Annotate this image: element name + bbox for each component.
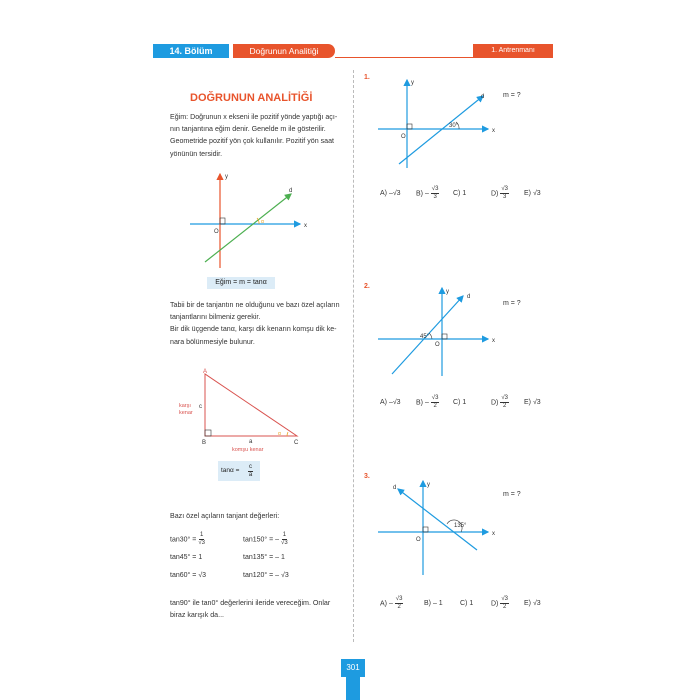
angle-30: 30° <box>449 123 459 129</box>
page-strip <box>346 677 360 700</box>
special-row <box>170 532 205 547</box>
tan-formula-box <box>218 461 260 481</box>
choice-c[interactable]: C) 1 <box>453 399 467 406</box>
special-title: Bazı özel açıların tanjant değerleri: <box>170 512 280 520</box>
opposite-label-2: kenar <box>179 410 193 416</box>
intro-line: Geometride pozitif yön çok kullanılır. Pozitif yön saat <box>170 137 335 146</box>
question-number: 1. <box>364 74 370 81</box>
tan150-frac: $\frac{1}{√3}$ <box>281 532 288 546</box>
tan135-label: tan135° = – 1 <box>243 554 285 561</box>
fig1-d-label: d <box>289 188 293 194</box>
question-ask: m = ? <box>503 300 521 307</box>
svg-text:y: y <box>446 289 449 295</box>
fig1-x-label: x <box>304 223 307 229</box>
choice-c[interactable]: C) 1 <box>460 600 474 607</box>
side-a: a <box>249 439 253 445</box>
intro-line: Eğim: Doğrunun x ekseni ile pozitif yönde yaptığı açı- <box>170 113 338 121</box>
page-number: 301 <box>341 659 365 677</box>
special-row <box>170 572 206 579</box>
choice-d[interactable]: D) $\frac{√3}{2}$ <box>491 395 508 409</box>
angle-45: 45° <box>420 334 430 340</box>
angle-135: 135° <box>454 523 467 529</box>
chapter-title: Doğrunun Analitiği <box>233 44 335 58</box>
choice-b[interactable]: B) – 1 <box>424 600 443 607</box>
svg-text:x: x <box>492 338 495 344</box>
question-ask: m = ? <box>503 491 521 498</box>
tan45-value: 1 <box>198 554 203 561</box>
chapter-badge: 14. Bölüm <box>153 44 229 58</box>
para-line: Tabii bir de tanjantın ne olduğunu ve bazı özel açıların <box>170 301 340 309</box>
tan30-label: tan30° = <box>170 536 197 544</box>
tan-den: a <box>248 472 253 478</box>
right-triangle-figure <box>175 366 315 456</box>
svg-text:y: y <box>427 482 430 488</box>
tan60-value: √3 <box>198 572 207 579</box>
adjacent-label: komşu kenar <box>232 447 264 453</box>
choice-a[interactable]: A) –√3 <box>380 399 401 406</box>
question-ask: m = ? <box>503 92 521 99</box>
question-number: 3. <box>364 473 370 480</box>
svg-text:O: O <box>435 342 440 348</box>
choice-b[interactable]: B) – $\frac{√3}{3}$ <box>416 186 439 200</box>
para-line: Bir dik üçgende tanα, karşı dik kenarın komşu dik ke- <box>170 325 337 334</box>
svg-text:d: d <box>467 294 471 300</box>
vertex-a: A <box>203 369 208 375</box>
choice-a[interactable]: A) – $\frac{√3}{2}$ <box>380 596 403 610</box>
svg-text:d: d <box>481 94 485 100</box>
tan45-label: tan45° = <box>170 554 197 561</box>
svg-text:O: O <box>401 134 406 140</box>
section-label: 1. Antrenmanı <box>473 44 553 58</box>
fig1-y-label: y <box>225 174 228 180</box>
fig1-origin: O <box>214 229 219 235</box>
vertex-b: B <box>202 440 207 446</box>
footer-line: biraz karışık da... <box>170 611 225 620</box>
choice-b[interactable]: B) – $\frac{√3}{2}$ <box>416 395 439 409</box>
para-line: nara bölünmesiyle bulunur. <box>170 337 255 346</box>
question-2-figure <box>375 284 500 379</box>
svg-text:x: x <box>492 128 495 134</box>
intro-paragraph <box>170 111 350 160</box>
side-c: c <box>199 404 202 410</box>
para-line: tanjantlarını bilmeniz gerekir. <box>170 313 261 322</box>
special-row <box>170 554 202 561</box>
svg-text:O: O <box>416 537 421 543</box>
question-3-figure <box>375 477 500 577</box>
svg-text:x: x <box>492 531 495 537</box>
opposite-label-1: karşı <box>179 403 191 409</box>
intro-line: yönünün tersidir. <box>170 149 223 158</box>
slope-figure <box>185 168 315 270</box>
question-number: 2. <box>364 283 370 290</box>
slope-formula: Eğim = m = tanα <box>207 277 275 289</box>
tan-fraction <box>248 464 253 479</box>
choice-e[interactable]: E) √3 <box>524 600 541 607</box>
tan60-label: tan60° = <box>170 572 197 579</box>
svg-text:d: d <box>393 485 397 491</box>
tan-num: c <box>249 464 252 470</box>
special-row <box>243 532 288 547</box>
choice-d[interactable]: D) $\frac{√3}{3}$ <box>491 186 508 200</box>
fig1-alpha: α <box>261 219 264 225</box>
tangent-paragraph <box>170 299 350 348</box>
svg-text:y: y <box>411 80 414 86</box>
intro-line: nın tanjantına eğim denir. Genelde m ile gösterilir. <box>170 125 326 134</box>
choice-e[interactable]: E) √3 <box>524 190 541 197</box>
angle-alpha: α <box>278 431 281 437</box>
tan150-label: tan150° = – <box>243 536 280 544</box>
line-d <box>205 194 291 262</box>
choice-e[interactable]: E) √3 <box>524 399 541 406</box>
vertex-c: C <box>294 440 299 446</box>
tan30-frac: $\frac{1}{√3}$ <box>198 532 205 546</box>
choice-a[interactable]: A) –√3 <box>380 190 401 197</box>
header-rule <box>335 57 473 58</box>
page-title: DOĞRUNUN ANALİTİĞİ <box>190 92 313 104</box>
tan120-label: tan120° = – √3 <box>243 572 289 579</box>
column-divider <box>353 70 354 642</box>
choice-d[interactable]: D) $\frac{√3}{2}$ <box>491 596 508 610</box>
tan-lhs: tanα = <box>221 467 240 474</box>
footer-note <box>170 597 350 621</box>
footer-line: tan90° ile tan0° değerlerini ileride vereceğim. Onlar <box>170 599 331 607</box>
question-1-figure <box>375 76 500 171</box>
choice-c[interactable]: C) 1 <box>453 190 467 197</box>
